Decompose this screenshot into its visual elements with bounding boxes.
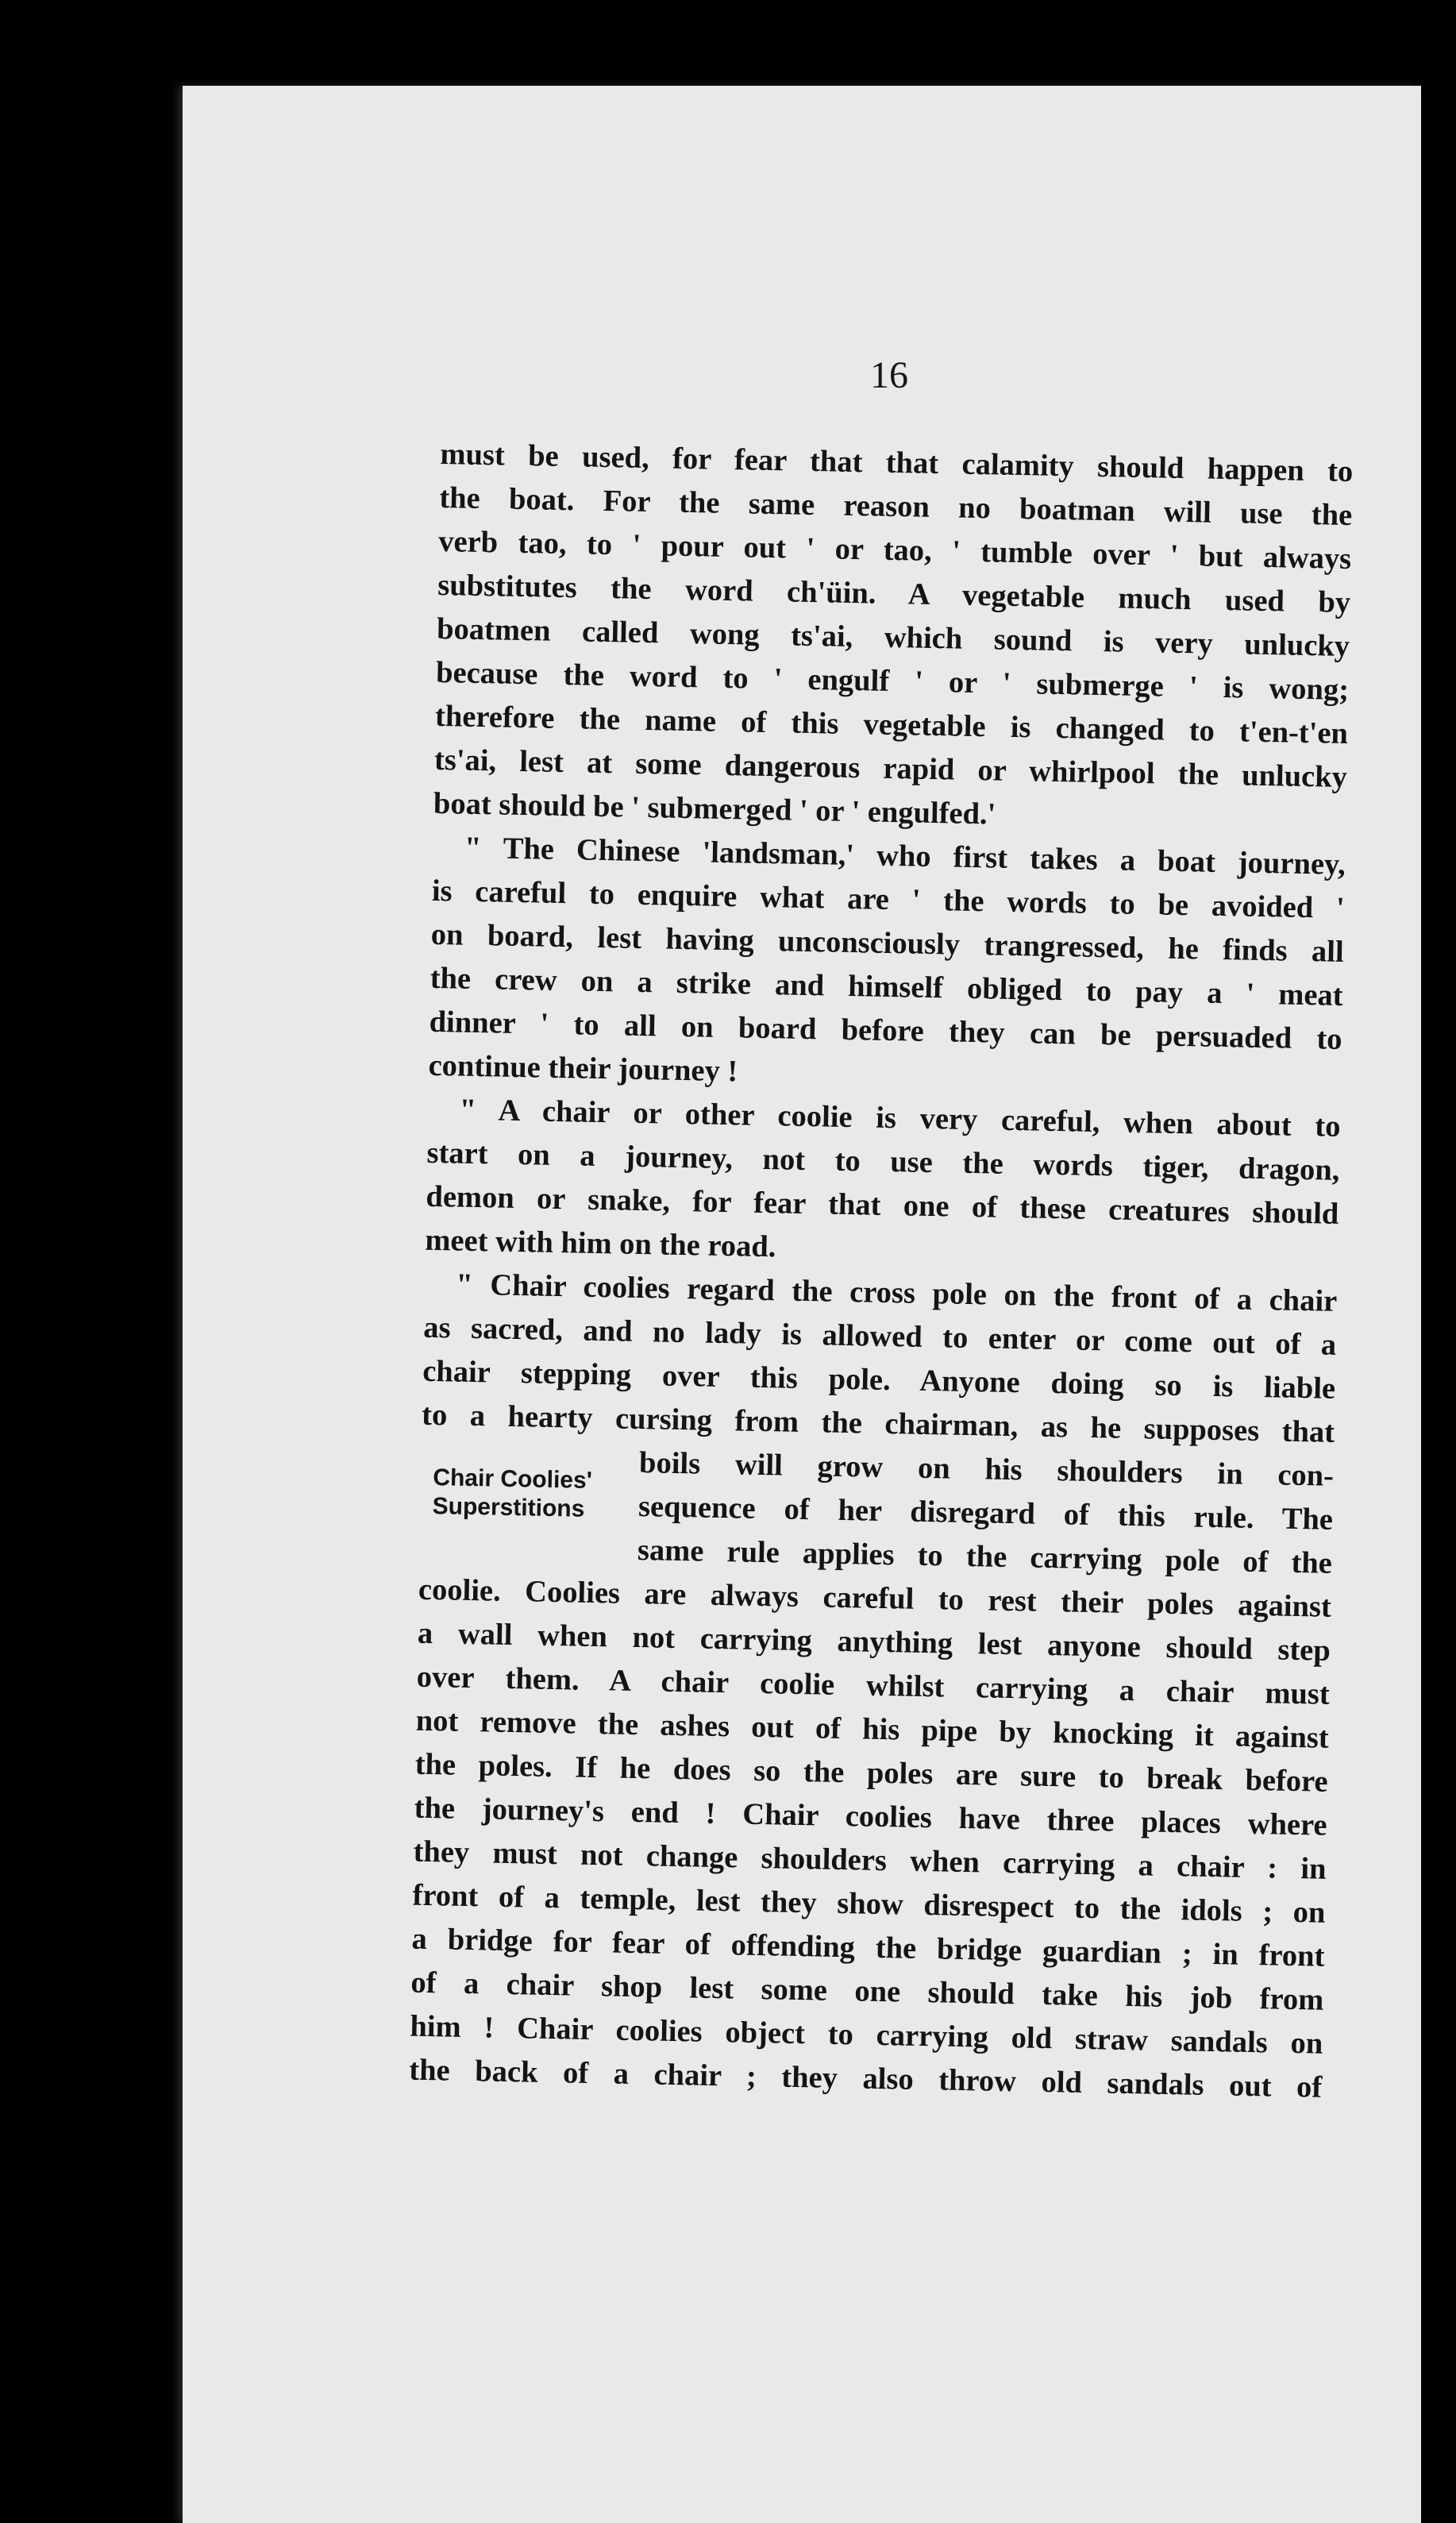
margin-note-line-2: Superstitions xyxy=(432,1493,585,1522)
text-line: boatmen called wong ts'ai, which sound is very unlucky xyxy=(436,611,1350,664)
text-line: " The Chinese 'landsman,' who first takes a boat journey, xyxy=(464,831,1346,882)
text-line: sequence of her disregard of this rule. The xyxy=(637,1490,1334,1537)
margin-note-line-1: Chair Coolies' xyxy=(433,1464,593,1494)
text-line: same rule applies to the carrying pole of the xyxy=(637,1533,1333,1580)
text-line: verb tao, to ' pour out ' or tao, ' tumble over ' but always xyxy=(437,524,1352,577)
page-number: 16 xyxy=(870,354,908,396)
text-line: the journey's end ! Chair coolies have three places where xyxy=(414,1791,1327,1842)
text-line: dinner ' to all on board before they can be persuaded to xyxy=(429,1005,1342,1056)
text-line: must be used, for fear that that calamity should happen to xyxy=(440,437,1354,489)
text-line: meet with him on the road. xyxy=(425,1223,776,1264)
text-line: to a hearty cursing from the chairman, as he supposes that xyxy=(421,1398,1335,1449)
text-line: boils will grow on his shoulders in con- xyxy=(638,1446,1335,1493)
text-line: because the word to ' engulf ' or ' submerge ' is wong; xyxy=(435,655,1350,708)
text-line: boat should be ' submerged ' or ' engulfed.' xyxy=(433,786,996,831)
text-line: continue their journey ! xyxy=(428,1048,738,1089)
text-line: over them. A chair coolie whilst carrying a chair must xyxy=(416,1660,1331,1711)
text-line: " A chair or other coolie is very careful, when about to xyxy=(459,1093,1341,1144)
text-line: coolie. Coolies are always careful to rest their poles against xyxy=(418,1572,1332,1624)
text-line: substitutes the word ch'üin. A vegetable much used by xyxy=(437,568,1351,620)
text-line: on board, lest having unconsciously trangressed, he finds all xyxy=(430,917,1345,969)
text-line: him ! Chair coolies object to carrying old straw sandals on xyxy=(410,2009,1323,2061)
text-line: a bridge for fear of offending the bridge guardian ; in front xyxy=(411,1922,1325,1973)
text-line: not remove the ashes out of his pipe by knocking it against xyxy=(415,1703,1330,1755)
body-text xyxy=(409,433,1354,2110)
text-line: the poles. If he does so the poles are sure to break before xyxy=(414,1747,1328,1799)
text-line: they must not change shoulders when carrying a chair : in xyxy=(413,1834,1327,1886)
text-line: the crew on a strike and himself obliged to pay a ' meat xyxy=(429,961,1344,1013)
text-line: " Chair coolies regard the cross pole on the front of a chair xyxy=(456,1267,1338,1318)
text-line: the boat. For the same reason no boatman will use the xyxy=(439,480,1353,533)
text-line: front of a temple, lest they show disrespect to the idols ; on xyxy=(412,1878,1326,1930)
text-line: is careful to enquire what are ' the words to be avoided ' xyxy=(431,874,1346,925)
text-line: of a chair shop lest some one should take his job from xyxy=(410,1966,1324,2017)
text-line: therefore the name of this vegetable is changed to t'en-t'en xyxy=(434,699,1349,751)
text-line: the back of a chair ; they also throw old sandals out of xyxy=(409,2053,1323,2104)
text-line: a wall when not carrying anything lest anyone should step xyxy=(417,1616,1331,1668)
text-line: demon or snake, for fear that one of these creatures should xyxy=(426,1179,1339,1231)
text-line: chair stepping over this pole. Anyone doing so is liable xyxy=(422,1354,1336,1406)
text-line: ts'ai, lest at some dangerous rapid or whirlpool the unlucky xyxy=(433,743,1348,794)
text-line: as sacred, and no lady is allowed to enter or come out of a xyxy=(422,1310,1337,1362)
text-line: start on a journey, not to use the words tiger, dragon, xyxy=(426,1136,1340,1187)
